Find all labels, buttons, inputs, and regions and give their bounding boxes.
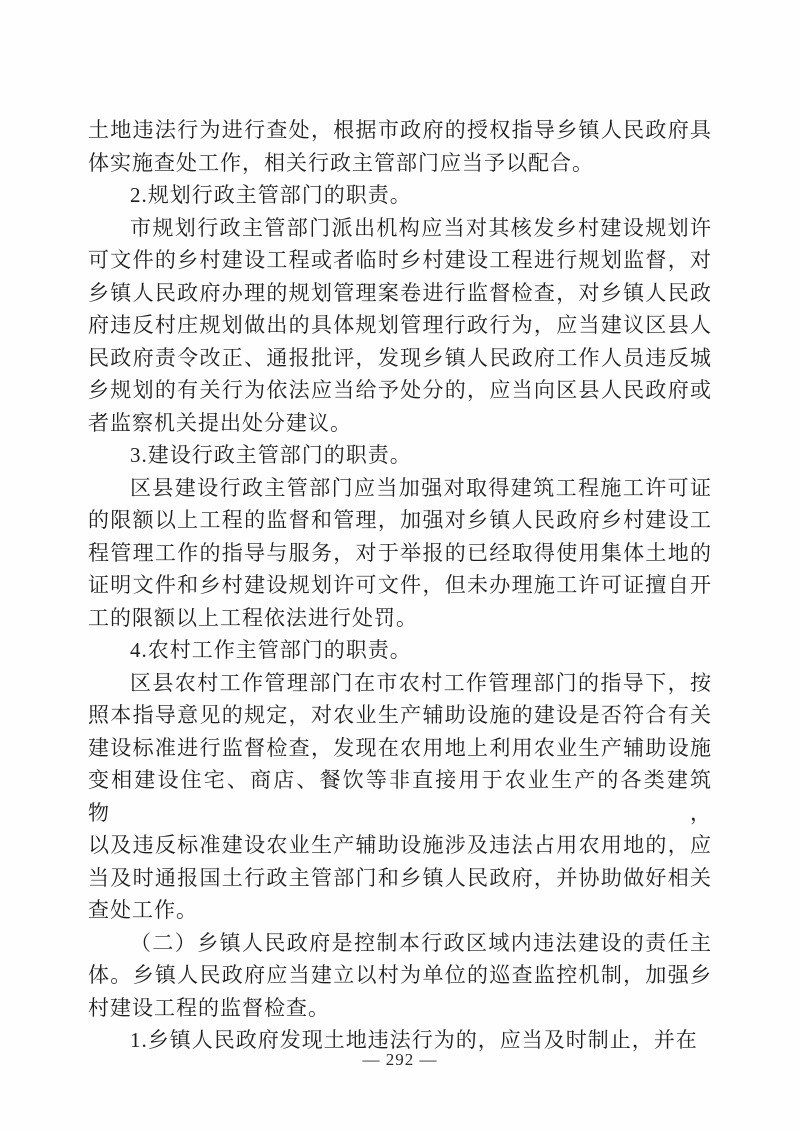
paragraph xyxy=(88,927,712,1025)
text-line: 者监察机关提出处分建议。 xyxy=(88,410,352,435)
text-line: 证明文件和乡村建设规划许可文件，但未办理施工许可证擅自开 xyxy=(88,573,712,597)
document-body xyxy=(88,114,712,1057)
text-line: 照本指导意见的规定，对农业生产辅助设施的建设是否符合有关 xyxy=(88,703,712,727)
text-line: 查处工作。 xyxy=(88,898,198,922)
text-line: 体。乡镇人民政府应当建立以村为单位的巡查监控机制，加强乡 xyxy=(88,963,712,987)
text-line: 区县建设行政主管部门应当加强对取得建筑工程施工许可证 xyxy=(130,475,712,500)
paragraph xyxy=(88,212,712,440)
text-line: 市规划行政主管部门派出机构应当对其核发乡村建设规划许 xyxy=(130,215,712,240)
text-line: 区县农村工作管理部门在市农村工作管理部门的指导下，按 xyxy=(130,670,712,695)
text-line: 村建设工程的监督检查。 xyxy=(88,995,330,1020)
paragraph xyxy=(88,667,712,927)
text-line: （二）乡镇人民政府是控制本行政区域内违法建设的责任主 xyxy=(130,930,712,955)
page-number: — 292 — xyxy=(362,1050,438,1069)
paragraph xyxy=(88,179,712,212)
text-line: 变相建设住宅、商店、餐饮等非直接用于农业生产的各类建筑物， xyxy=(88,768,712,825)
paragraph xyxy=(88,472,712,635)
text-line: 当及时通报国土行政主管部门和乡镇人民政府，并协助做好相关 xyxy=(88,865,712,890)
text-line: 3.建设行政主管部门的职责。 xyxy=(130,443,412,467)
text-line: 2.规划行政主管部门的职责。 xyxy=(130,183,412,207)
page-footer xyxy=(0,1050,800,1070)
text-line: 体实施查处工作，相关行政主管部门应当予以配合。 xyxy=(88,150,594,175)
text-line: 的限额以上工程的监督和管理，加强对乡镇人民政府乡村建设工 xyxy=(88,508,712,532)
text-line: 建设标准进行监督检查，发现在农用地上利用农业生产辅助设施 xyxy=(88,735,712,760)
text-line: 程管理工作的指导与服务，对于举报的已经取得使用集体土地的 xyxy=(88,540,712,565)
text-line: 乡规划的有关行为依法应当给予处分的，应当向区县人民政府或 xyxy=(88,378,712,402)
text-line: 乡镇人民政府办理的规划管理案卷进行监督检查，对乡镇人民政 xyxy=(88,280,712,305)
text-line: 1.乡镇人民政府发现土地违法行为的，应当及时制止，并在 xyxy=(130,1028,698,1052)
text-line: 4.农村工作主管部门的职责。 xyxy=(130,638,412,662)
text-line: 民政府责令改正、通报批评，发现乡镇人民政府工作人员违反城 xyxy=(88,345,712,370)
text-line: 工的限额以上工程依法进行处罚。 xyxy=(88,605,418,630)
paragraph xyxy=(88,439,712,472)
paragraph xyxy=(88,634,712,667)
paragraph xyxy=(88,114,712,179)
text-line: 可文件的乡村建设工程或者临时乡村建设工程进行规划监督，对 xyxy=(88,248,712,272)
text-line: 府违反村庄规划做出的具体规划管理行政行为，应当建议区县人 xyxy=(88,313,712,337)
text-line: 土地违法行为进行查处，根据市政府的授权指导乡镇人民政府具 xyxy=(88,118,712,142)
text-line: 以及违反标准建设农业生产辅助设施涉及违法占用农用地的，应 xyxy=(88,833,712,857)
